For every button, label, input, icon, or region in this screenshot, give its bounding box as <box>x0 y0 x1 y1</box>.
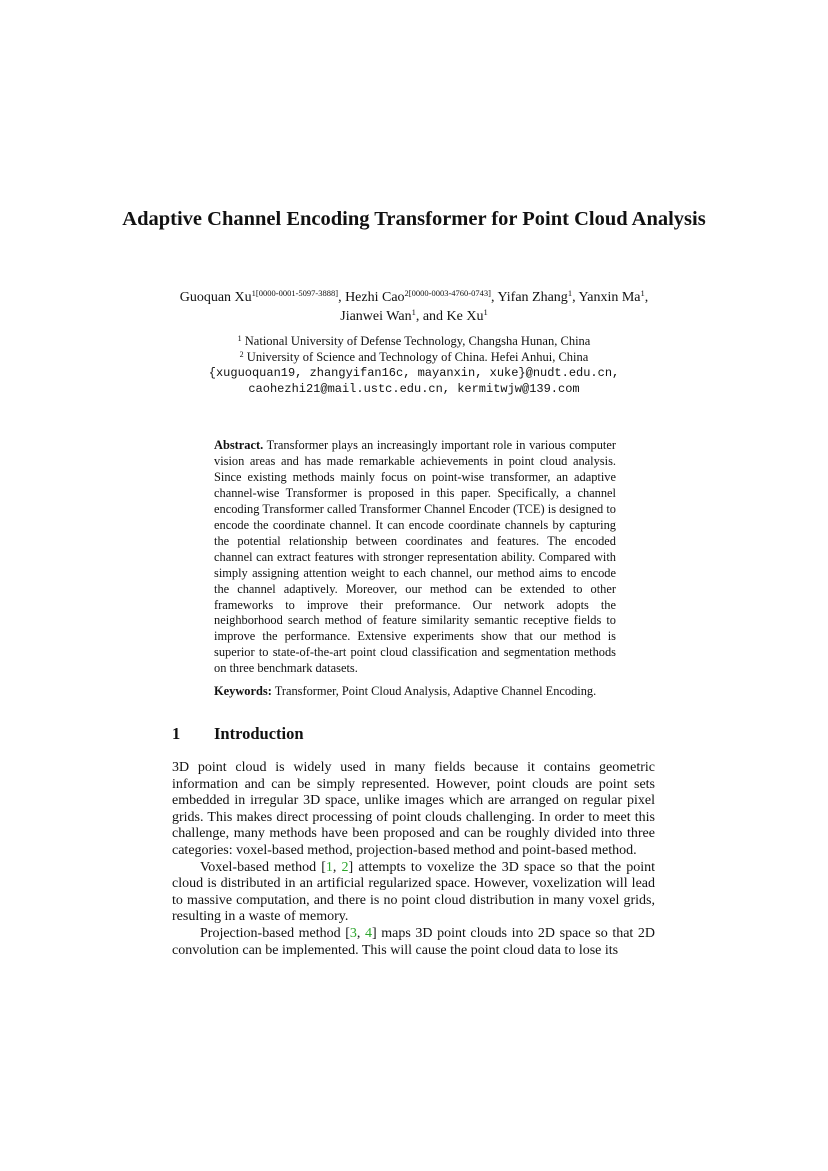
author-name: Ke Xu <box>446 309 484 324</box>
author-sup: 1 <box>411 307 416 317</box>
paragraph: Voxel-based method [1, 2] attempts to voxelize the 3D space so that the point cloud is distributed in an artificial regularized space. However, voxelization will lead to massive computation, and there is no point cloud distribution in many voxel grids, resulting in a waste of memory. <box>172 859 656 925</box>
citation-link[interactable]: 2 <box>341 859 349 875</box>
author-name: Jianwei Wan <box>340 309 412 324</box>
author-name: Hezhi Cao <box>345 290 405 305</box>
section-title: Introduction <box>214 724 304 743</box>
abstract <box>214 438 616 677</box>
intro-body <box>172 760 655 959</box>
affiliation-line: $^1$ National University of Defense Technology, Changsha Hunan, China <box>237 334 591 348</box>
section-number: 1 <box>172 724 181 743</box>
keywords-text: Transformer, Point Cloud Analysis, Adaptive Channel Encoding. <box>274 684 597 698</box>
citation-link[interactable]: 4 <box>365 925 372 941</box>
keywords <box>214 683 616 699</box>
section-heading <box>172 724 304 744</box>
author-name: Guoquan Xu <box>179 290 252 305</box>
paper-title: Adaptive Channel Encoding Transformer for Point Cloud Analysis <box>122 208 706 230</box>
paragraph: Projection-based method [3, 4] maps 3D point clouds into 2D space so that 2D convolution can be implemented. This will cause the point cloud data to lose its <box>172 925 656 958</box>
author-sup: 2[0000-0003-4760-0743] <box>404 288 491 298</box>
affiliations <box>130 333 698 397</box>
author-list: Guoquan $Xu^{1[0000-0001-5097-3888]}$, Hezhi Cao$^{2[0000-0003-4760-0743]}$, Yifan Zhang$^1$, Yanxin Ma$^1$, Jianwei Wan$^1$, and Ke Xu$^1$ <box>179 288 649 324</box>
author-name: Yifan Zhang <box>497 290 568 305</box>
abstract-text: Transformer plays an increasingly important role in various computer vision areas and has made remarkable achievements in point cloud analysis. Since existing methods mainly focus on point-wise transformer, an adaptive channel-wise Transformer is proposed in this paper. Specifically, a channel encoding Transformer called Transformer Channel Encoder (TCE) is designed to encode the coordinate channel. It can encode coordinate channels by capturing the potential relationship between coordinates and features. The encoded channel can extract features with stronger representation ability. Compared with simply assigning attention weight to each channel, our method aims to encode the channel adaptively. Moreover, our method can be extended to other frameworks to improve their preformance. Our network adopts the neighborhood search method of feature similarity semantic receptive fields to improve the performance. Extensive experiments show that our method is superior to state-of-the-art point cloud classification and segmentation methods on three benchmark datasets. <box>214 438 616 676</box>
citation-link[interactable]: 1 <box>325 859 333 875</box>
paragraph: 3D point cloud is widely used in many fields because it contains geometric information and can be simply represented. However, point clouds are point sets embedded in irregular 3D space, unlike images which are arranged on regular pixel grids. This makes direct processing of point clouds challenging. In order to meet this challenge, many methods have been proposed and can be roughly divided into three categories: voxel-based method, projection-based method and point-based method. <box>172 760 655 858</box>
author-sup: 1 <box>483 307 488 317</box>
abstract-label: Abstract. <box>214 438 264 452</box>
author-sup: 1 <box>567 288 573 298</box>
citation-link[interactable]: 3 <box>349 925 357 941</box>
keywords-label: Keywords: <box>214 684 272 698</box>
author-sup: 1[0000-0001-5097-3888] <box>251 288 339 298</box>
author-name: Yanxin Ma <box>578 290 641 305</box>
author-sup: 1 <box>640 288 645 298</box>
email-line: {xuguoquan19, zhangyifan16c, mayanxin, xuke}@nudt.edu.cn, <box>208 366 620 380</box>
email-line: caohezhi21@mail.ustc.edu.cn, kermitwjw@139.com <box>248 382 580 396</box>
affiliation-line: $^2$ University of Science and Technology of China. Hefei Anhui, China <box>239 350 589 364</box>
